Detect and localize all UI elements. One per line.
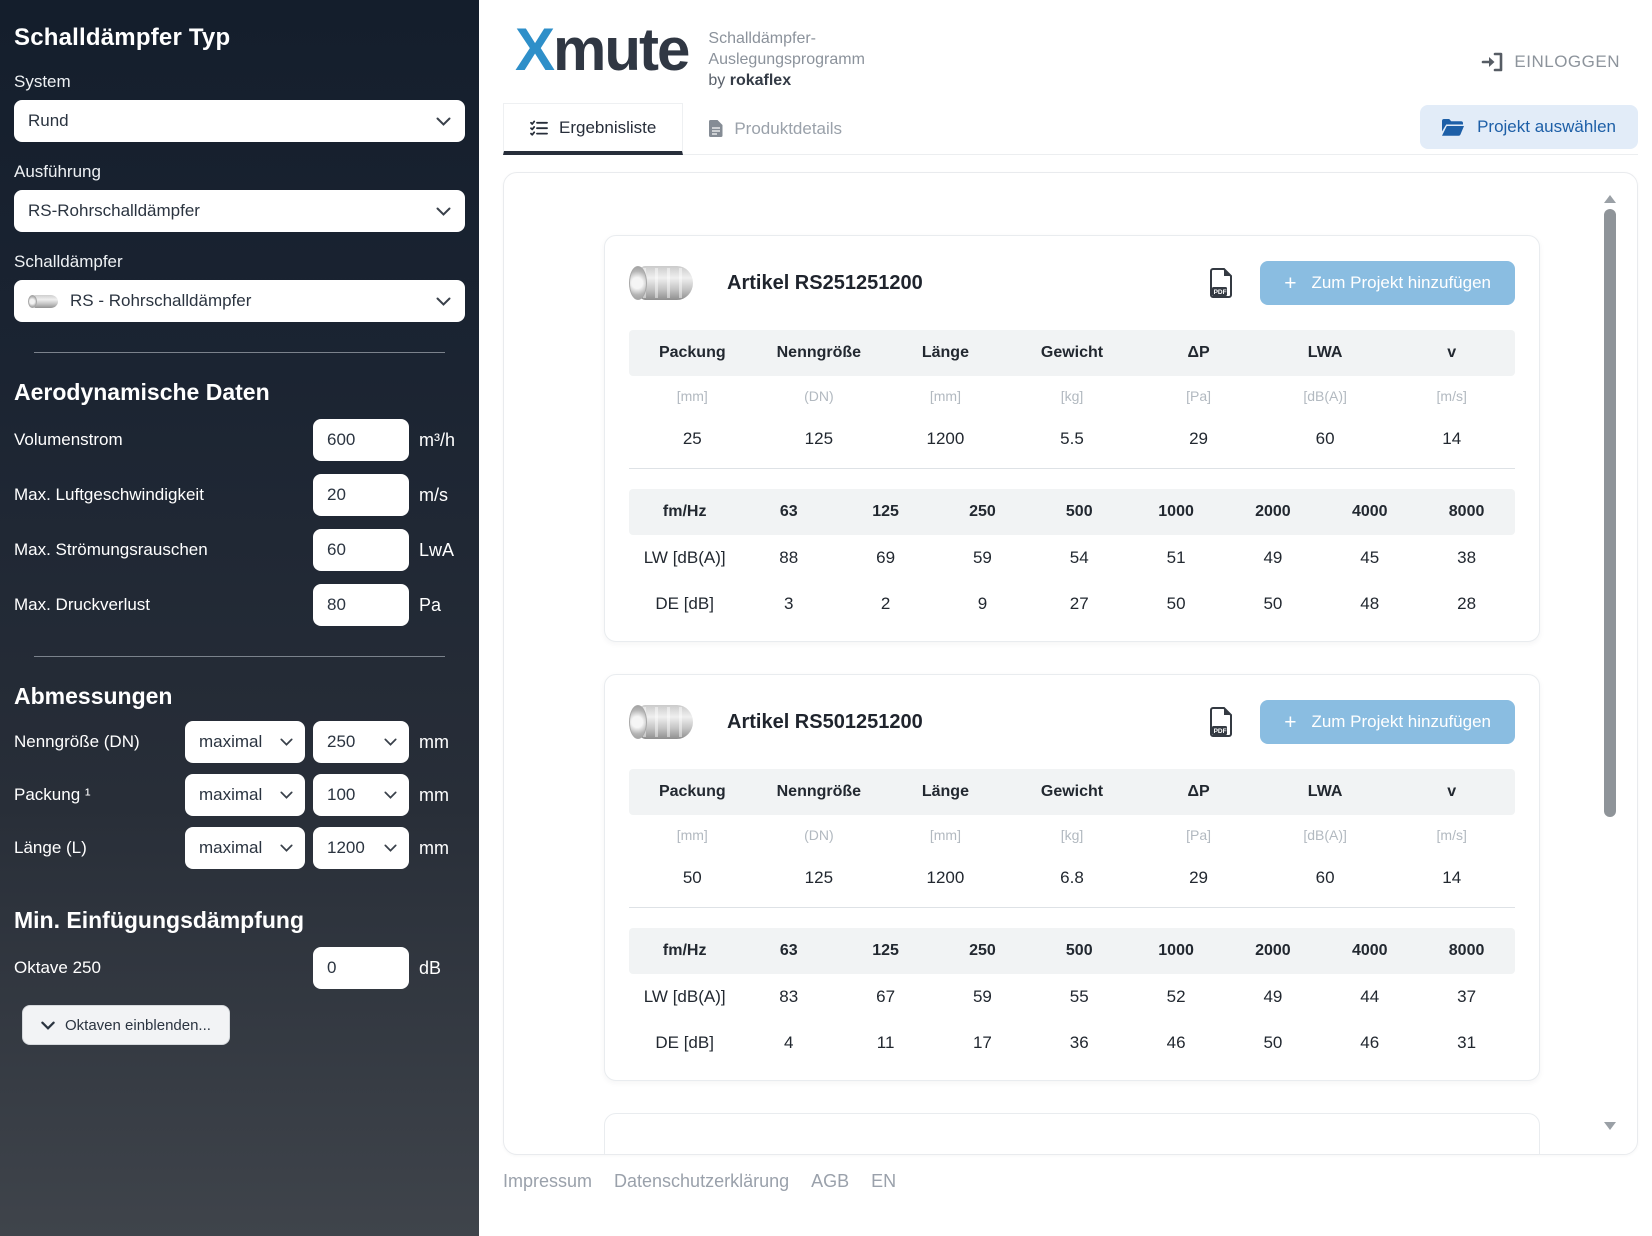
result-card-partial: [604, 1113, 1540, 1155]
table-cell: 250: [969, 503, 996, 521]
stroemungsrauschen-unit: LwA: [419, 539, 455, 560]
oktave-label: Oktave 250: [14, 958, 101, 977]
ausfuehrung-select[interactable]: [14, 190, 465, 232]
checklist-icon: [530, 120, 548, 136]
table-cell: 67: [876, 987, 896, 1007]
footer-link-datenschutz[interactable]: Datenschutzerklärung: [614, 1171, 790, 1192]
table-cell: 83: [779, 987, 799, 1007]
show-octaves-button[interactable]: [22, 1005, 230, 1045]
packung-value: 100: [327, 785, 356, 804]
volumenstrom-row: [14, 419, 465, 461]
table-cell: 125: [872, 503, 899, 521]
login-label: EINLOGGEN: [1514, 52, 1620, 71]
table-cell: Länge: [921, 344, 969, 362]
table-cell: 500: [1065, 503, 1093, 521]
nenngroesse-unit: mm: [419, 731, 449, 752]
table-cell: 46: [1166, 1033, 1186, 1053]
chevron-down-icon: [436, 207, 451, 216]
xmute-logo: [515, 16, 689, 91]
tab-bar: [503, 103, 1638, 155]
spec-table-units-row: [629, 376, 1515, 416]
table-cell: 1200: [926, 429, 965, 449]
article-title: Artikel RS251251200: [727, 271, 923, 294]
table-cell: 8000: [1448, 942, 1485, 960]
table-cell: 88: [779, 548, 799, 568]
show-octaves-label: Oktaven einblenden...: [65, 1016, 211, 1034]
spec-table-values-row: [629, 855, 1515, 901]
scroll-down-arrow-icon[interactable]: [1604, 1122, 1616, 1130]
table-cell: 9: [977, 594, 988, 614]
nenngroesse-mode-value: maximal: [199, 732, 263, 751]
spec-table-header-row: [629, 769, 1515, 815]
table-cell: 3: [784, 594, 794, 614]
silencer-product-image: [629, 703, 693, 741]
oktave-input[interactable]: [313, 947, 409, 989]
table-cell: 28: [1457, 594, 1477, 614]
table-cell: (DN): [804, 827, 834, 844]
tagline-line2: Auslegungsprogramm: [708, 50, 865, 68]
laenge-unit: mm: [419, 837, 449, 858]
freq-data-row: [629, 581, 1515, 627]
table-cell: Nenngröße: [776, 344, 862, 362]
table-cell: 29: [1189, 429, 1209, 449]
footer-link-language[interactable]: EN: [871, 1171, 897, 1192]
laenge-mode-value: maximal: [199, 838, 263, 857]
table-cell: 50: [682, 868, 702, 888]
table-cell: 50: [1166, 594, 1186, 614]
table-cell: [kg]: [1060, 388, 1084, 405]
luftgeschwindigkeit-input[interactable]: [313, 474, 409, 516]
packung-mode-value: maximal: [199, 785, 263, 804]
table-cell: Nenngröße: [776, 783, 862, 801]
chevron-down-icon: [41, 1021, 55, 1030]
sidebar-divider: [34, 352, 445, 353]
table-cell: 69: [876, 548, 896, 568]
table-cell: 14: [1442, 429, 1462, 449]
logo-x: X: [515, 16, 554, 83]
table-cell: 1200: [926, 868, 965, 888]
table-cell: 125: [872, 942, 899, 960]
footer-link-impressum[interactable]: Impressum: [503, 1171, 593, 1192]
svg-text:PDF: PDF: [1213, 728, 1227, 736]
table-cell: 500: [1065, 942, 1093, 960]
aero-section-title: Aerodynamische Daten: [14, 379, 270, 405]
logo-tagline: [708, 20, 865, 91]
ausfuehrung-label: Ausführung: [14, 162, 101, 181]
table-cell: 1000: [1158, 503, 1194, 521]
silencer-product-image: [629, 264, 693, 302]
tagline-by: by: [708, 71, 730, 89]
table-cell: 14: [1442, 868, 1462, 888]
table-cell: LWA: [1307, 344, 1343, 362]
table-cell: fm/Hz: [662, 503, 707, 521]
add-to-project-button[interactable]: [1260, 700, 1515, 744]
table-cell: 51: [1166, 548, 1186, 568]
druckverlust-row: [14, 584, 465, 626]
table-cell: 8000: [1448, 503, 1485, 521]
plus-icon: +: [1284, 710, 1297, 734]
table-cell: LWA: [1307, 783, 1343, 801]
table-cell: 49: [1263, 548, 1283, 568]
results-panel: [503, 172, 1638, 1155]
footer-links: [503, 1171, 1652, 1192]
table-cell: Packung: [658, 344, 726, 362]
table-cell: 59: [972, 987, 992, 1007]
luftgeschwindigkeit-label: Max. Luftgeschwindigkeit: [14, 485, 204, 504]
tagline-line1: Schalldämpfer-: [708, 30, 816, 47]
nenngroesse-value: 250: [327, 732, 356, 751]
table-cell: 4: [784, 1033, 794, 1053]
system-label: System: [14, 72, 71, 91]
laenge-value-select[interactable]: [313, 827, 409, 869]
table-cell: 48: [1360, 594, 1380, 614]
volumenstrom-input[interactable]: [313, 419, 409, 461]
table-cell: [Pa]: [1186, 827, 1212, 844]
freq-data-row: [629, 974, 1515, 1020]
table-cell: 125: [804, 429, 834, 449]
add-to-project-label: Zum Projekt hinzufügen: [1311, 712, 1491, 732]
table-cell: 63: [779, 503, 798, 521]
plus-icon: +: [1284, 271, 1297, 295]
laenge-mode-select[interactable]: [185, 827, 305, 869]
table-cell: [mm]: [676, 388, 708, 405]
footer-link-agb[interactable]: AGB: [811, 1171, 850, 1192]
table-cell: 38: [1457, 548, 1477, 568]
table-cell: 44: [1360, 987, 1380, 1007]
table-cell: 17: [972, 1033, 992, 1053]
document-icon: [709, 120, 723, 137]
schalldaempfer-label: Schalldämpfer: [14, 252, 123, 271]
table-cell: 29: [1189, 868, 1209, 888]
table-cell: 4000: [1351, 503, 1388, 521]
table-cell: 37: [1457, 987, 1477, 1007]
silencer-icon: [28, 294, 58, 309]
table-cell: LW [dB(A)]: [643, 987, 726, 1007]
table-cell: [dB(A)]: [1303, 827, 1347, 844]
table-cell: 2000: [1255, 503, 1291, 521]
table-cell: 50: [1263, 594, 1283, 614]
table-cell: [kg]: [1060, 827, 1084, 844]
chevron-down-icon: [280, 791, 293, 799]
oktave-row: [14, 947, 465, 989]
table-cell: 2: [880, 594, 891, 614]
table-cell: 52: [1166, 987, 1186, 1007]
table-cell: 11: [876, 1033, 895, 1053]
table-cell: [m/s]: [1436, 827, 1467, 844]
svg-text:PDF: PDF: [1213, 289, 1227, 297]
einfuegung-section-title: Min. Einfügungsdämpfung: [14, 907, 305, 933]
main-area: [479, 0, 1652, 1236]
tab-produktdetails-label: Produktdetails: [734, 118, 843, 138]
table-cell: 31: [1457, 1033, 1477, 1053]
stroemungsrauschen-input[interactable]: [313, 529, 409, 571]
freq-table-header-row: [629, 489, 1515, 535]
table-cell: [m/s]: [1436, 388, 1467, 405]
table-cell: fm/Hz: [662, 942, 707, 960]
results-list: [504, 173, 1637, 1155]
table-cell: 250: [969, 942, 996, 960]
luftgeschwindigkeit-row: [14, 474, 465, 516]
chevron-down-icon: [280, 844, 293, 852]
table-cell: 1000: [1158, 942, 1194, 960]
laenge-label: Länge (L): [14, 838, 87, 857]
schalldaempfer-select[interactable]: [14, 280, 465, 322]
table-cell: 59: [972, 548, 992, 568]
login-icon: [1481, 52, 1504, 72]
druckverlust-input[interactable]: [313, 584, 409, 626]
chevron-down-icon: [384, 738, 397, 746]
scroll-up-arrow-icon[interactable]: [1604, 195, 1616, 203]
ausfuehrung-select-value: RS-Rohrschalldämpfer: [28, 201, 200, 220]
packung-value-select[interactable]: [313, 774, 409, 816]
laenge-row: [14, 827, 465, 869]
table-cell: [dB(A)]: [1303, 388, 1347, 405]
table-cell: DE [dB]: [655, 1033, 714, 1053]
folder-icon: [1442, 118, 1464, 136]
luftgeschwindigkeit-unit: m/s: [419, 484, 448, 505]
table-cell: v: [1447, 344, 1457, 362]
table-cell: [Pa]: [1186, 388, 1212, 405]
table-cell: 60: [1315, 868, 1335, 888]
pdf-icon[interactable]: [1210, 707, 1234, 737]
tagline-brand: rokaflex: [729, 71, 792, 89]
laenge-value: 1200: [327, 838, 365, 857]
table-cell: Packung: [658, 783, 726, 801]
system-select-value: Rund: [28, 111, 69, 130]
table-cell: Länge: [921, 783, 969, 801]
nenngroesse-label: Nenngröße (DN): [14, 732, 140, 751]
spec-table-values-row: [629, 416, 1515, 462]
system-select[interactable]: [14, 100, 465, 142]
table-cell: 55: [1069, 987, 1089, 1007]
freq-table-body: [629, 535, 1515, 627]
druckverlust-unit: Pa: [419, 594, 442, 615]
table-cell: Gewicht: [1040, 783, 1104, 801]
table-cell: [mm]: [929, 388, 961, 405]
table-cell: ΔP: [1187, 783, 1210, 801]
login-button[interactable]: [1481, 52, 1620, 72]
table-cell: [mm]: [676, 827, 708, 844]
freq-data-row: [629, 1020, 1515, 1066]
volumenstrom-unit: m³/h: [419, 429, 455, 450]
table-cell: v: [1447, 783, 1457, 801]
chevron-down-icon: [384, 844, 397, 852]
table-cell: [mm]: [929, 827, 961, 844]
table-cell: ΔP: [1187, 344, 1210, 362]
card-header: [629, 236, 1515, 330]
table-cell: (DN): [804, 388, 834, 405]
tab-ergebnisliste-label: Ergebnisliste: [559, 117, 657, 137]
stroemungsrauschen-row: [14, 529, 465, 571]
table-cell: 49: [1263, 987, 1283, 1007]
add-to-project-button[interactable]: [1260, 261, 1515, 305]
table-cell: 125: [804, 868, 834, 888]
card-header: [629, 675, 1515, 769]
nenngroesse-mode-select[interactable]: [185, 721, 305, 763]
spec-table-units-row: [629, 815, 1515, 855]
article-title: Artikel RS501251200: [727, 710, 923, 733]
result-card: [604, 235, 1540, 642]
packung-mode-select[interactable]: [185, 774, 305, 816]
packung-row: [14, 774, 465, 816]
scrollbar-thumb[interactable]: [1604, 209, 1616, 817]
table-cell: 45: [1360, 548, 1380, 568]
table-cell: 54: [1069, 548, 1089, 568]
sidebar-divider: [34, 656, 445, 657]
select-project-label: Projekt auswählen: [1477, 117, 1616, 137]
nenngroesse-value-select[interactable]: [313, 721, 409, 763]
pdf-icon[interactable]: [1210, 268, 1234, 298]
table-cell: Gewicht: [1040, 344, 1104, 362]
table-cell: 46: [1360, 1033, 1380, 1053]
freq-data-row: [629, 535, 1515, 581]
chevron-down-icon: [280, 738, 293, 746]
table-cell: 63: [779, 942, 798, 960]
table-cell: 60: [1315, 429, 1335, 449]
chevron-down-icon: [436, 297, 451, 306]
sidebar-title: Schalldämpfer Typ: [14, 24, 231, 51]
druckverlust-label: Max. Druckverlust: [14, 595, 151, 614]
brand-header: [479, 0, 1652, 91]
add-to-project-label: Zum Projekt hinzufügen: [1311, 273, 1491, 293]
logo-rest: mute: [553, 16, 689, 83]
chevron-down-icon: [384, 791, 397, 799]
chevron-down-icon: [436, 117, 451, 126]
card-divider: [629, 907, 1515, 908]
freq-table-body: [629, 974, 1515, 1066]
scrollbar: [1603, 195, 1617, 1130]
table-cell: 4000: [1351, 942, 1388, 960]
abmessungen-section-title: Abmessungen: [14, 683, 173, 709]
spec-table-header-row: [629, 330, 1515, 376]
table-cell: 50: [1263, 1033, 1283, 1053]
table-cell: 36: [1069, 1033, 1089, 1053]
nenngroesse-row: [14, 721, 465, 763]
packung-label: Packung ¹: [14, 785, 91, 804]
card-divider: [629, 468, 1515, 469]
table-cell: 5.5: [1060, 429, 1084, 449]
tab-ergebnisliste[interactable]: [503, 103, 683, 155]
stroemungsrauschen-label: Max. Strömungsrauschen: [14, 540, 208, 559]
schalldaempfer-select-value: RS - Rohrschalldämpfer: [70, 291, 252, 310]
select-project-button[interactable]: [1420, 105, 1638, 149]
table-cell: 25: [682, 429, 702, 449]
table-cell: LW [dB(A)]: [643, 548, 726, 568]
volumenstrom-label: Volumenstrom: [14, 430, 123, 449]
result-card: [604, 674, 1540, 1081]
table-cell: 27: [1069, 594, 1089, 614]
packung-unit: mm: [419, 784, 449, 805]
table-cell: 2000: [1255, 942, 1291, 960]
table-cell: DE [dB]: [655, 594, 714, 614]
tab-produktdetails[interactable]: [683, 103, 868, 154]
filter-sidebar: [0, 0, 479, 1236]
freq-table-header-row: [629, 928, 1515, 974]
table-cell: 6.8: [1060, 868, 1084, 888]
oktave-unit: dB: [419, 957, 442, 978]
